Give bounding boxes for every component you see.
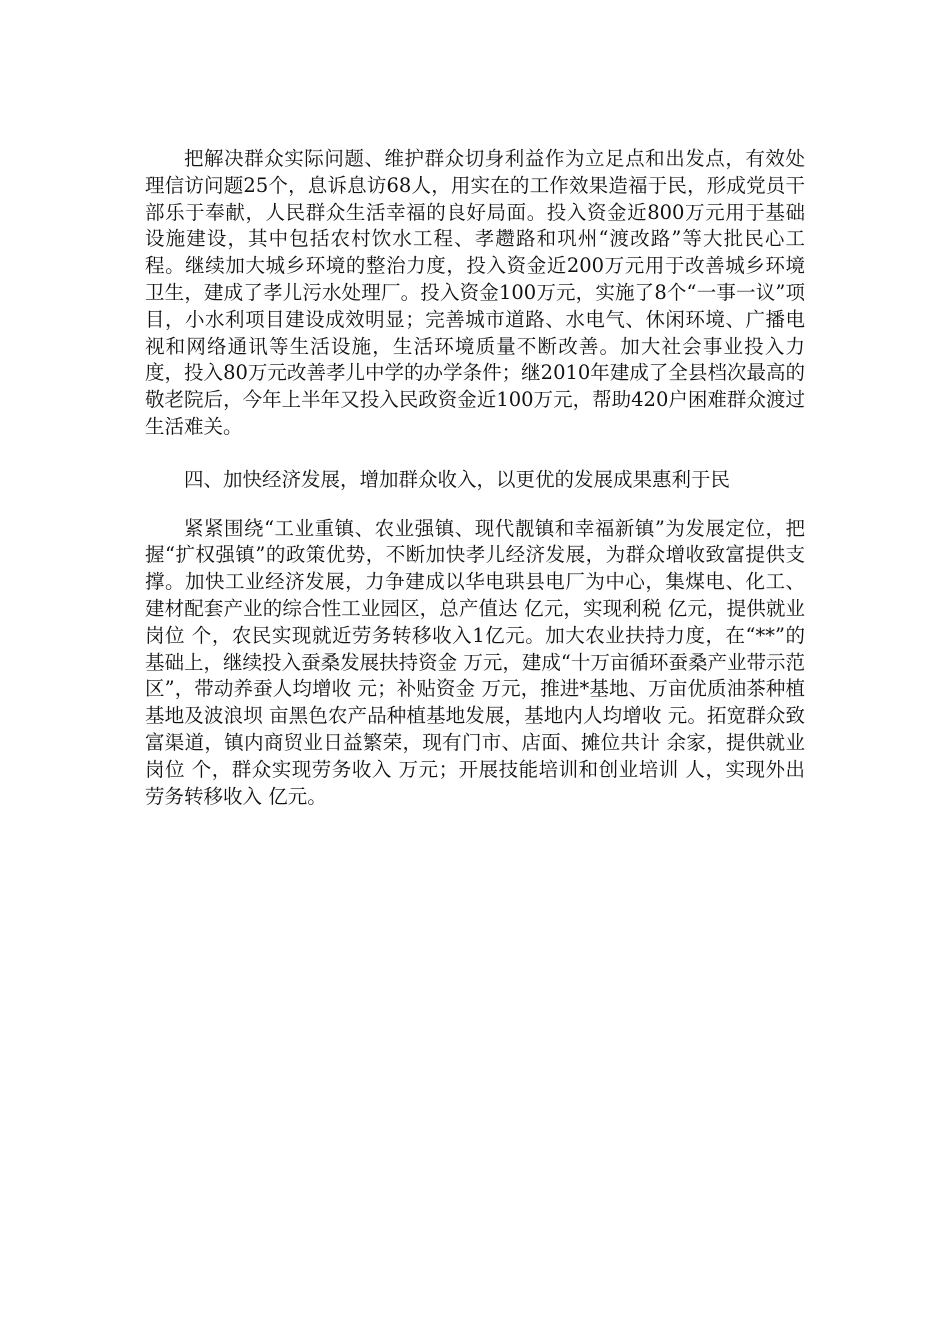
paragraph-economic-development: 紧紧围绕“工业重镇、农业强镇、现代靓镇和幸福新镇”为发展定位，把握“扩权强镇”的政策优势，不断加快孝儿经济发展，为群众增收致富提供支撑。加快工业经济发展，力争建成以华电珙县电厂为中心，集煤电、化工、建材配套产业的综合性工业园区，总产值达 亿元，实现利税 亿元，提供就业岗位 个，农民实现就近劳务转移收入1亿元。加大农业扶持力度，在“**”的基础上，继续投入蚕桑发展扶持资金 万元，建成“十万亩循环蚕桑产业带示范区”，带动养蚕人均增收 元；补贴资金 万元，推进*基地、万亩优质油茶种植基地及波浪坝 亩黑色农产品种植基地发展，基地内人均增收 元。拓宽群众致富渠道，镇内商贸业日益繁荣，现有门市、店面、摊位共计 余家，提供就业岗位 个，群众实现劳务收入 万元；开展技能培训和创业培训 人，实现外出劳务转移收入 亿元。: [145, 516, 805, 808]
paragraph-public-interest: 把解决群众实际问题、维护群众切身利益作为立足点和出发点，有效处理信访问题25个，息诉息访68人，用实在的工作效果造福于民，形成党员干部乐于奉献，人民群众生活幸福的良好局面。投入资金近800万元用于基础设施建设，其中包括农村饮水工程、孝趱路和巩州“渡改路”等大批民心工程。继续加大城乡环境的整治力度，投入资金近200万元用于改善城乡环境卫生，建成了孝儿污水处理厂。投入资金100万元，实施了8个“一事一议”项目，小水利项目建设成效明显；完善城市道路、水电气、休闲环境、广播电视和网络通讯等生活设施，生活环境质量不断改善。加大社会事业投入力度，投入80万元改善孝儿中学的办学条件；继2010年建成了全县档次最高的敬老院后，今年上半年又投入民政资金近100万元，帮助420户困难群众渡过生活难关。: [145, 147, 805, 438]
document-body: [145, 146, 805, 810]
section-heading: 四、加快经济发展，增加群众收入，以更优的发展成果惠利于民: [184, 467, 731, 491]
